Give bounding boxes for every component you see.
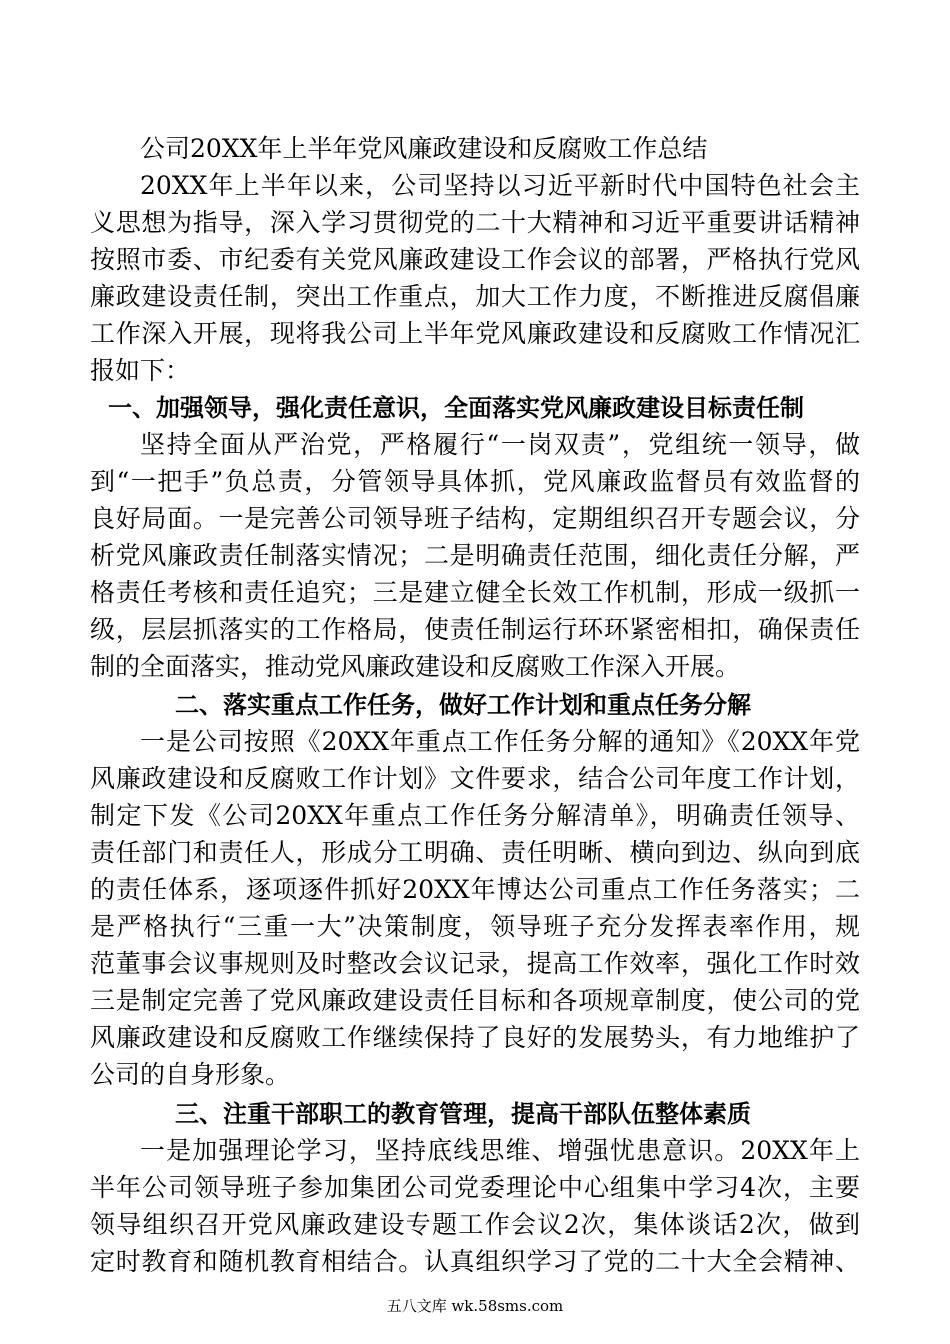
section-3-line-3: 领导组织召开党风廉政建设专题工作会议2次，集体谈话2次，做到 <box>90 1210 860 1239</box>
section-1-line-3: 良好局面。一是完善公司领导班子结构，定期组织召开专题会议，分 <box>90 504 860 533</box>
section-2-line-4: 责任部门和责任人，形成分工明确、责任明晰、横向到边、纵向到底 <box>90 838 860 867</box>
footer-watermark: 五八文库 wk.58sms.com <box>386 1297 564 1315</box>
section-3-heading: 三、注重干部职工的教育管理，提高干部队伍整体素质 <box>175 1100 751 1128</box>
section-2-line-3: 制定下发《公司20XX年重点工作任务分解清单》，明确责任领导、 <box>90 801 860 830</box>
intro-line-3: 按照市委、市纪委有关党风廉政建设工作会议的部署，严格执行党风 <box>90 245 860 274</box>
section-2-heading: 二、落实重点工作任务，做好工作计划和重点任务分解 <box>175 691 751 719</box>
section-1-line-6: 级，层层抓落实的工作格局，使责任制运行环环紧密相扣，确保责任 <box>90 615 860 644</box>
intro-line-1: 20XX年上半年以来，公司坚持以习近平新时代中国特色社会主 <box>140 171 860 200</box>
section-3-line-1: 一是加强理论学习，坚持底线思维、增强忧患意识。20XX年上 <box>140 1136 860 1165</box>
section-1-line-5: 格责任考核和责任追究；三是建立健全长效工作机制，形成一级抓一 <box>90 578 860 607</box>
section-1-line-2: 到“一把手”负总责，分管领导具体抓，党风廉政监督员有效监督的 <box>90 467 860 496</box>
section-1-line-7: 制的全面落实，推动党风廉政建设和反腐败工作深入开展。 <box>90 652 741 681</box>
section-1-heading: 一、加强领导，强化责任意识，全面落实党风廉政建设目标责任制 <box>108 394 804 422</box>
section-3-line-4: 定时教育和随机教育相结合。认真组织学习了党的二十大全会精神、 <box>90 1247 860 1276</box>
intro-line-4: 廉政建设责任制，突出工作重点，加大工作力度，不断推进反腐倡廉 <box>90 282 860 311</box>
section-2-line-8: 三是制定完善了党风廉政建设责任目标和各项规章制度，使公司的党 <box>90 986 860 1015</box>
section-2-line-6: 是严格执行“三重一大”决策制度，领导班子充分发挥表率作用，规 <box>90 912 860 941</box>
section-2-line-7: 范董事会议事规则及时整改会议记录，提高工作效率，强化工作时效 <box>90 949 860 978</box>
section-1-line-1: 坚持全面从严治党，严格履行“一岗双责”，党组统一领导，做 <box>140 430 860 459</box>
section-3-line-2: 半年公司领导班子参加集团公司党委理论中心组集中学习4次，主要 <box>90 1173 860 1202</box>
section-2-line-2: 风廉政建设和反腐败工作计划》文件要求，结合公司年度工作计划， <box>90 764 860 793</box>
intro-line-5: 工作深入开展，现将我公司上半年党风廉政建设和反腐败工作情况汇 <box>90 319 860 348</box>
intro-line-6: 报如下： <box>90 356 191 385</box>
section-2-line-9: 风廉政建设和反腐败工作继续保持了良好的发展势头，有力地维护了 <box>90 1023 860 1052</box>
section-2-line-10: 公司的自身形象。 <box>90 1060 291 1089</box>
document-title: 公司20XX年上半年党风廉政建设和反腐败工作总结 <box>140 134 708 163</box>
section-2-line-5: 的责任体系，逐项逐件抓好20XX年博达公司重点工作任务落实；二 <box>90 875 860 904</box>
section-1-line-4: 析党风廉政责任制落实情况；二是明确责任范围，细化责任分解，严 <box>90 541 860 570</box>
section-2-line-1: 一是公司按照《20XX年重点工作任务分解的通知》《20XX年党 <box>140 727 860 756</box>
intro-line-2: 义思想为指导，深入学习贯彻党的二十大精神和习近平重要讲话精神 <box>90 208 860 237</box>
